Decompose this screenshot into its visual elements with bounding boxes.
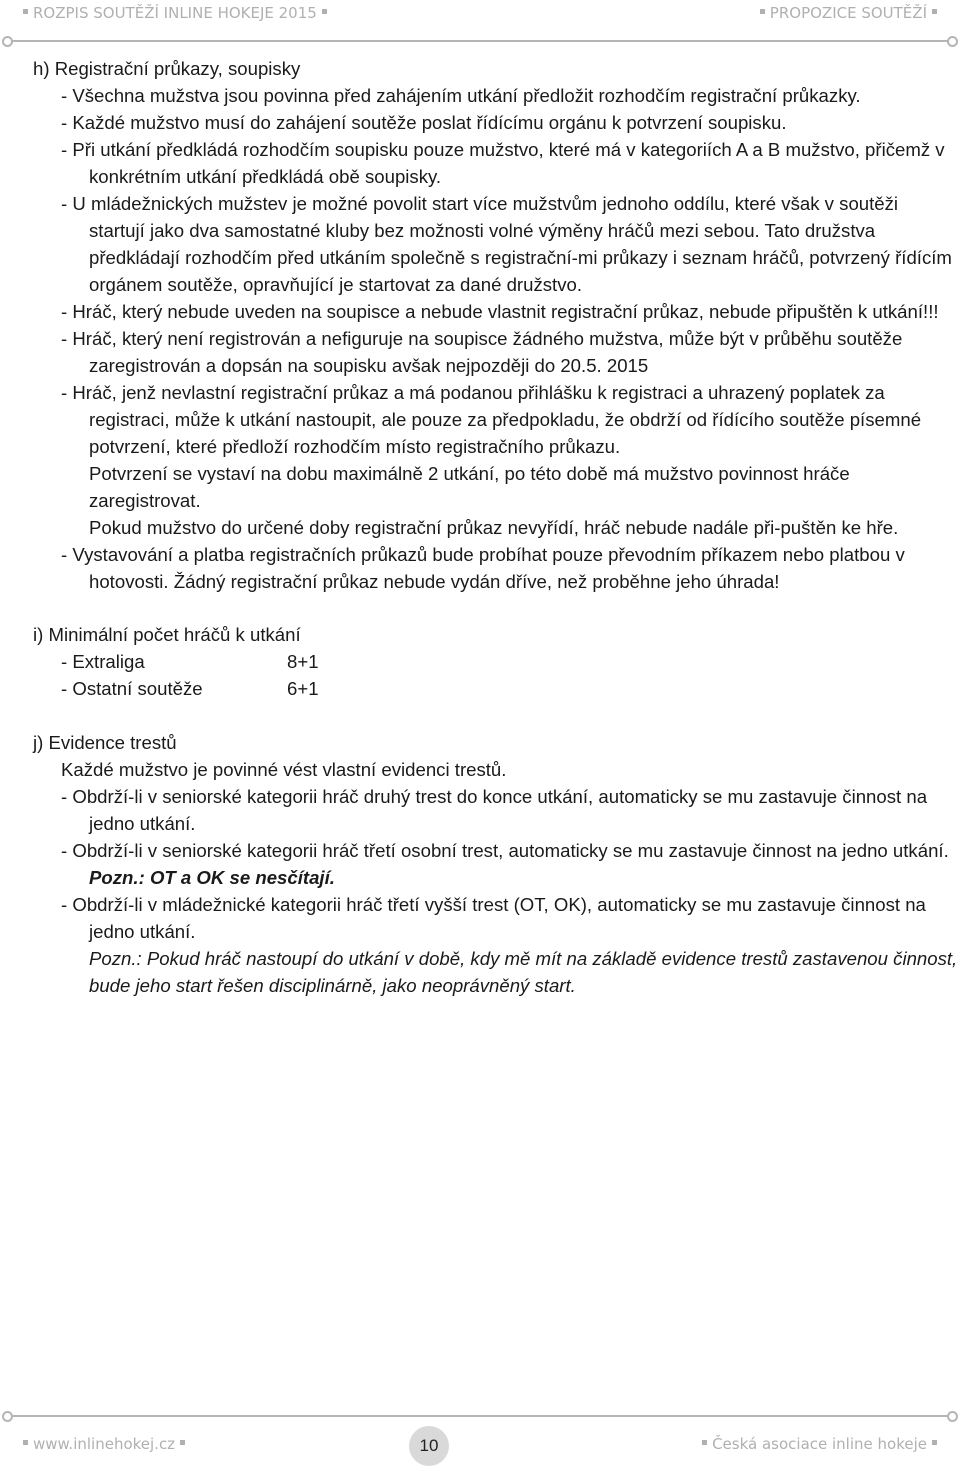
section-h-item: - Hráč, který není registrován a nefiguruje na soupisce žádného mužstva, může být v průběhu soutěže zaregistrován a dopsán na soupisku avšak nejpozději do 20.5. 2015 (61, 328, 903, 376)
section-j-title: j) Evidence trestů (33, 732, 177, 753)
footer-rule (10, 1415, 950, 1417)
page-header (0, 4, 960, 24)
section-h-item: - Všechna mužstva jsou povinna před zahájením utkání předložit rozhodčím registrační průkazky. (61, 85, 861, 106)
min-players-value: 8+1 (287, 651, 319, 672)
min-players-value: 6+1 (287, 678, 319, 699)
header-right-text: PROPOZICE SOUTĚŽÍ (769, 4, 927, 22)
section-h-item: - Hráč, jenž nevlastní registrační průkaz a má podanou přihlášku k registraci a uhrazený poplatek za registraci, může k utkání nastoupit, ale pouze za předpokladu, že obdrží od řídícího soutěže písemné potvrzení, které předloží rozhodčím místo registračního průkazu. (61, 382, 922, 457)
section-h-item: - U mládežnických mužstev je možné povolit start více mužstvům jednoho oddílu, které však v soutěži startují jako dva samostatné kluby bez možnosti volné výměny hráčů mezi sebou. Tato družstva předkládají rozhodčím před utkáním společně s registrační-mi průkazy i seznam hráčů, potvrzený řídícím orgánem soutěže, opravňující je startovat za dané družstvo. (61, 193, 952, 295)
header-left (18, 4, 332, 22)
section-i-title: i) Minimální počet hráčů k utkání (33, 624, 301, 645)
min-players-label: - Ostatní soutěže (61, 678, 203, 699)
section-h-title: h) Registrační průkazy, soupisky (33, 58, 301, 79)
min-players-label: - Extraliga (61, 651, 145, 672)
min-players-row (33, 648, 958, 675)
section-h-note: Potvrzení se vystaví na dobu maximálně 2 utkání, po této době má mužstvo povinnost hráče zaregistrovat. (89, 463, 850, 511)
footer-website: www.inlinehokej.cz (33, 1435, 176, 1453)
document-body (33, 55, 958, 999)
section-j-item: - Obdrží-li v seniorské kategorii hráč druhý trest do konce utkání, automaticky se mu zastavuje činnost na jedno utkání. (61, 786, 928, 834)
footer-organization: Česká asociace inline hokeje (712, 1435, 927, 1453)
section-h-item: - Hráč, který nebude uveden na soupisce a nebude vlastnit registrační průkaz, nebude připuštěn k utkání!!! (61, 301, 939, 322)
header-right (755, 4, 942, 22)
section-h-item: - Vystavování a platba registračních průkazů bude probíhat pouze převodním příkazem nebo platbou v hotovosti. Žádný registrační průkaz nebude vydán dříve, než proběhne jeho úhrada! (61, 544, 905, 592)
section-j-intro: Každé mužstvo je povinné vést vlastní evidenci trestů. (61, 759, 507, 780)
section-h-item: - Při utkání předkládá rozhodčím soupisku pouze mužstvo, které má v kategoriích A a B mužstvo, přičemž v konkrétním utkání předkládá obě soupisky. (61, 139, 945, 187)
section-h-note: Pokud mužstvo do určené doby registrační průkaz nevyřídí, hráč nebude nadále při-puštěn ke hře. (89, 517, 899, 538)
footer-right (697, 1435, 942, 1453)
section-j-note-italic: Pozn.: Pokud hráč nastoupí do utkání v době, kdy mě mít na základě evidence trestů zastavenou činnost, bude jeho start řešen disciplinárně, jako neoprávněný start. (89, 948, 958, 996)
section-j-item: - Obdrží-li v mládežnické kategorii hráč třetí vyšší trest (OT, OK), automaticky se mu zastavuje činnost na jedno utkání. (61, 894, 926, 942)
section-h-item: - Každé mužstvo musí do zahájení soutěže poslat řídícímu orgánu k potvrzení soupisku. (61, 112, 787, 133)
page-number: 10 (409, 1426, 449, 1466)
page-footer (0, 1434, 960, 1458)
footer-left (18, 1435, 190, 1453)
header-rule (10, 40, 950, 42)
header-left-text: ROZPIS SOUTĚŽÍ INLINE HOKEJE 2015 (33, 4, 317, 22)
section-j-item: - Obdrží-li v seniorské kategorii hráč třetí osobní trest, automaticky se mu zastavuje činnost na jedno utkání. (61, 840, 949, 861)
min-players-row (33, 675, 958, 702)
section-j-note-bold: Pozn.: OT a OK se nesčítají. (89, 867, 335, 888)
